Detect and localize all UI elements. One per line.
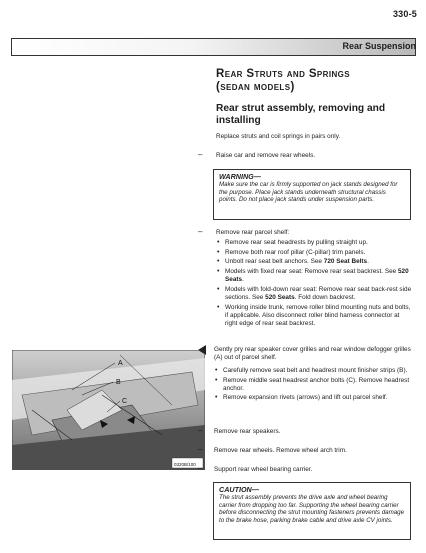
step-dash-icon: – — [198, 445, 203, 454]
shelf-bullet-list — [216, 239, 412, 330]
step-pry-grilles: Gently pry rear speaker cover grilles and rear window defogger grilles (A) out of parcel shelf. — [214, 346, 411, 362]
page-title-line-1: Rear Struts and Springs — [216, 68, 350, 80]
figure-code: 0320B/100 — [174, 462, 196, 467]
list-item: • Remove expansion rivets (arrows) and lift out parcel shelf. — [214, 394, 412, 402]
step-dash-icon: – — [198, 227, 203, 236]
warning-body: Make sure the car is firmly supported on jack stands designed for the purpose. Place jack stands underneath structural chassis points. Do not place jack stands under suspension parts. — [219, 181, 398, 204]
page-number: 330-5 — [392, 9, 417, 19]
caution-box — [213, 482, 411, 540]
page-title — [216, 68, 350, 93]
step-support-carrier: Support rear wheel bearing carrier. — [214, 466, 313, 473]
list-item: • Unbolt rear seat belt anchors. See 720 Seat Belts. — [216, 258, 412, 266]
parcel-shelf-figure — [12, 350, 205, 470]
list-item: • Models with fixed rear seat: Remove rear seat backrest. See 520 Seats. — [216, 268, 412, 284]
caution-title: CAUTION— — [219, 485, 259, 494]
figure-label-c: C — [122, 398, 128, 405]
step-raise-car: Raise car and remove rear wheels. — [216, 152, 316, 159]
step-dash-icon: – — [198, 426, 203, 435]
step-remove-speakers: Remove rear speakers. — [214, 428, 281, 435]
section-title: Rear Suspension — [342, 41, 416, 51]
pry-bullet-list — [214, 367, 412, 404]
step-dash-icon: – — [198, 150, 203, 159]
list-item: • Remove rear seat headrests by pulling straight up. — [216, 239, 412, 247]
step-remove-wheels: Remove rear wheels. Remove wheel arch trim. — [214, 447, 347, 454]
list-item: • Working inside trunk, remove roller blind mounting nuts and bolts, if applicable. Also disconnect roller blind harness connector at right edge of rear seat backrest. — [216, 304, 412, 328]
list-item: • Remove both rear roof pillar (C-pillar) trim panels. — [216, 249, 412, 257]
left-arrowhead-icon — [198, 345, 206, 355]
list-item: • Carefully remove seat belt and headrest mount finisher strips (B). — [214, 367, 412, 375]
intro-text: Replace struts and coil springs in pairs only. — [216, 133, 341, 140]
figure-label-a: A — [118, 360, 123, 367]
caution-body: The strut assembly prevents the drive axle and wheel bearing carrier from dropping too far. Supporting the wheel bearing carrier before disconnecting the strut mounting fasteners prevents damage to the brake hose, parking brake cable and drive axle CV joints. — [219, 494, 405, 524]
step-remove-shelf: Remove rear parcel shelf: — [216, 229, 290, 236]
step-dash-icon: – — [198, 464, 203, 473]
warning-box — [213, 169, 411, 220]
procedure-heading: Rear strut assembly, removing and installing — [216, 103, 386, 126]
warning-title: WARNING— — [219, 172, 261, 181]
figure-label-b: B — [116, 379, 121, 386]
page-title-line-2: (sedan models) — [216, 80, 295, 93]
list-item: • Remove middle seat headrest anchor bolts (C). Remove headrest anchor. — [214, 377, 412, 393]
list-item: • Models with fold-down rear seat: Remove rear seat back-rest side sections. See 520 Seats. Fold down backrest. — [216, 286, 412, 302]
